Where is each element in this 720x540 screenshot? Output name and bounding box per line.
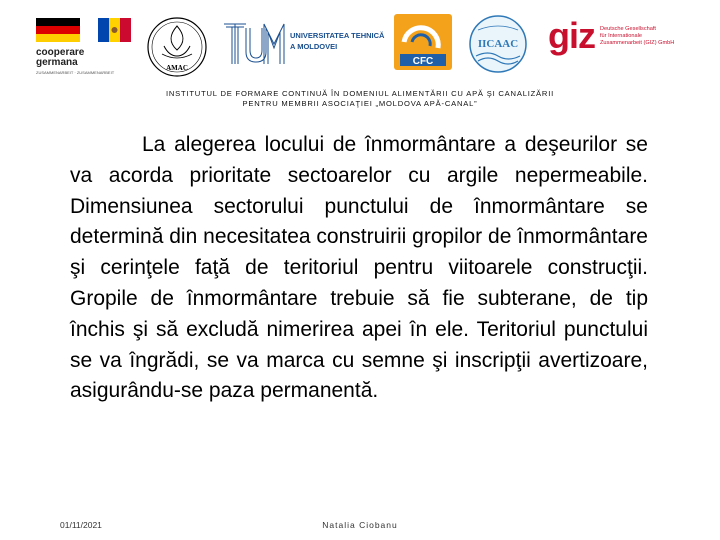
amac-label: AMAC [166,64,188,72]
cfc-label: CFC [412,56,434,67]
footer-date: 01/11/2021 [60,520,102,530]
utm-logo [222,18,385,68]
flags-icon [36,18,132,42]
main-paragraph: La alegerea locului de înmormântare a deşeurilor se va acorda prioritate sectoarelor cu argile nepermeabile. Dimensiunea sectorului punctului de înmormântare se determină din necesitatea construirii gropilor de înmormântare şi cerinţele faţă de teritoriul pentru viitoarele construcţii. Gropile de înmormântare trebuie să fie subterane, de tip închis şi să excludă nimerirea apei în ele. Teritoriul punctului se va îngrădi, se va marca cu semne şi inscripţii avertizoare, asigurându-se paza permanentă. [70,133,648,403]
cooperare-text: cooperare [36,47,85,58]
cfc-logo [394,14,452,70]
institute-header-line2: PENTRU MEMBRII ASOCIAŢIEI „MOLDOVA APĂ-CANAL” [242,99,478,108]
cfc-emblem-icon [394,14,452,70]
giz-logo [548,15,688,62]
giz-text-line2: für Internationale [600,33,642,39]
logo-bar [0,0,720,88]
giz-wordmark: giz [548,15,595,56]
germana-text: germana [36,57,78,68]
utm-name-line1: UNIVERSITATEA TEHNICĂ [290,31,385,40]
institute-header-line1: INSTITUTUL DE FORMARE CONTINUĂ ÎN DOMENIUL ALIMENTĂRII CU APĂ ŞI CANALIZĂRII [165,89,555,98]
cooperare-germana-logo [36,18,134,78]
iicaac-logo [468,14,528,74]
iicaac-label: IICAAC [477,38,519,50]
cooperare-subtext: ZUSAMMENARBEIT · ZUSAMMENARBEIT [36,70,115,75]
giz-text-line3: Zusammenarbeit (GIZ) GmbH [600,40,675,46]
amac-logo [146,16,208,78]
utm-name-line2: A MOLDOVEI [290,42,338,51]
footer-author: Natalia Ciobanu [322,520,398,530]
giz-text-line1: Deutsche Gesellschaft [600,26,656,32]
utm-monogram-icon [222,18,288,68]
